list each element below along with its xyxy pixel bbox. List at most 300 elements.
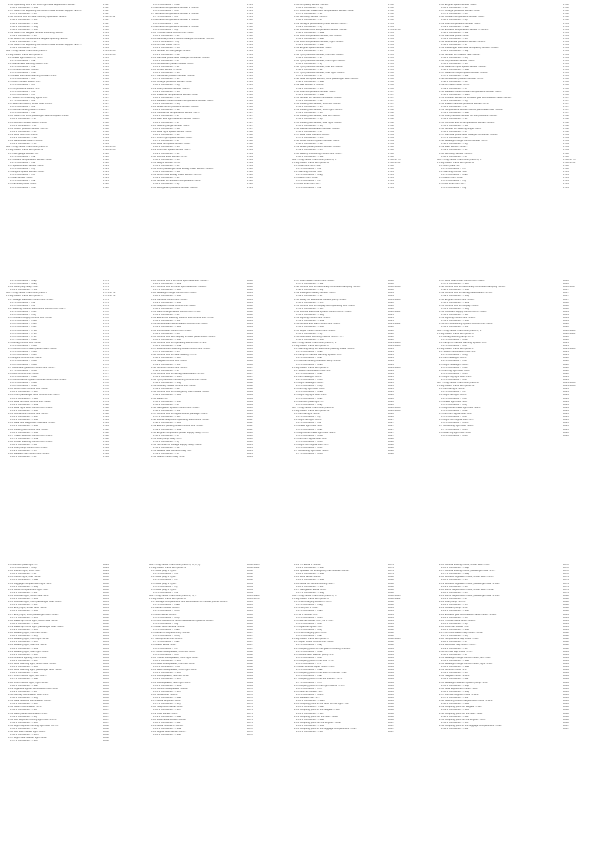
entry-page-number: 1755 (388, 62, 394, 65)
entry-title: 1.25.1 Connector - T6a (153, 127, 180, 130)
entry-title: 2.19.1 Connector - T6o (441, 585, 468, 588)
entry-title: 2.38.1 Connector - T4as (441, 703, 469, 706)
entry-page-number: 1780 (103, 403, 109, 406)
entry-page-number: 1809 (247, 400, 253, 403)
entry-title: 1.51 Control unit for display -J685- (439, 304, 479, 307)
entry-page-number: 1885 (388, 693, 394, 696)
entry-title: 1.28 Headlight range control unit -J431- (151, 292, 197, 295)
entry-title: 1.4 Brake fluid level warning contact -F34- (8, 75, 57, 78)
entry-title: 1.46.1 Connector - T16i (153, 409, 181, 412)
entry-page-number: 1777 (103, 372, 109, 375)
entry-page-number: 1736 (247, 93, 253, 96)
entry-page-number: 1752 (563, 16, 569, 19)
entry-title: 2.1.1 Connector - T4aj (296, 644, 322, 647)
entry-title: 1.3.1 Connector - T52a (10, 320, 37, 323)
entry-title: 1.34.1 Connector - T2ck (10, 721, 38, 724)
entry-page-number: 1867 (247, 635, 253, 638)
entry-page-number: 1871 (247, 718, 253, 721)
index-entry (292, 453, 442, 456)
entry-title: 1.48.1 Connector - T16k (441, 289, 469, 292)
entry-title: 2.14.1 Connector - T10e (296, 724, 325, 727)
entry-title: 1.50 Fuel temperature sender -G81- (294, 90, 336, 93)
entry-title: 1.44 Control unit for emergency call module -J949- (151, 391, 210, 394)
entry-page-number: 1759 (563, 143, 569, 146)
entry-title: 2.31.1 Connector - T3ad (441, 659, 470, 662)
entry-title: 1.55.1 Connector - T3q (296, 124, 323, 127)
entry-page-number: 1752 (563, 13, 569, 16)
entry-page-number: 1887 (388, 731, 394, 734)
entry-title: 1.5.2 Connector - T32b (10, 354, 37, 357)
entry-page-number: 1883 (388, 663, 394, 665)
entry-title: 1.59 Brake pedal position sender -G100- (294, 146, 341, 149)
entry-title: 1.12.1 Connector - T2bq (10, 585, 39, 588)
entry-page-number: 1883 (563, 653, 569, 656)
entry-page-number: 1867 (247, 632, 253, 635)
entry-page-number: 1718 (103, 115, 109, 118)
entry-page-number: 1808 (247, 379, 253, 381)
entry-page-number: 1867 (247, 641, 253, 644)
entry-page-number: 1772 (103, 307, 109, 310)
entry-page-number: 1733 (247, 41, 253, 44)
entry-title: 1.3.1 Connector - T3r (296, 180, 321, 183)
entry-title: 1.3 Alarm horn -H12- (439, 177, 464, 180)
entry-page-number: 1806 (247, 363, 253, 366)
entry-title: 1.36 Left side marker light -M45- (8, 731, 46, 734)
entry-page-number: 1820 (388, 301, 394, 304)
entry-title: 2.1.1 Connector - T2bg (441, 354, 468, 357)
entry-title: 1.2 Lamp for hazard warning system -K6- (294, 354, 342, 357)
entry-title: 1.31.1 Connector - T2ch (10, 703, 38, 706)
entry-title: 1.4.1 Connector - T2bk (441, 409, 468, 412)
entry-title: 1.47 Gearbox output speed sender -G195- (439, 72, 488, 75)
entry-page-number: 1854 (103, 653, 109, 656)
entry-page-number: 1872 (247, 724, 253, 727)
entry-page-number: 1754 (388, 34, 394, 37)
entry-title: 1.4.1 Connector - T1e (296, 186, 322, 189)
entry-page-number: 1826 (388, 413, 394, 416)
entry-title: 1.8 Seat belt switch, driver side -F145- (8, 103, 53, 105)
entry-title: 2.29.1 Connector - T6s (441, 647, 468, 650)
entry-title: 1.33 Access/start authorisation control unit -J518- (151, 323, 208, 326)
entry-page-number: 1803 (247, 326, 253, 329)
entry-title: 1.23.1 Connector - T2r (153, 115, 180, 118)
entry-page-number: 1884 (563, 684, 569, 687)
entry-title: 1.5.1 Connector - T3a (10, 180, 36, 183)
entry-title: 1.55 Oil level and oil temperature sender -G266- (439, 121, 495, 124)
entry-page-number: 1732 (247, 22, 253, 25)
entry-title: 2.27 Air recirculation flap motor -V113- (439, 632, 484, 635)
entry-page-number: 1774 (103, 335, 109, 338)
entry-title: 1.27.1 Connector - T2t (153, 140, 179, 143)
entry-title: 1.5 Cigarette lighter -U1- (294, 625, 323, 628)
entry-page-number: 1739 (247, 164, 253, 167)
entry-title: 1.4 High-level brake light bulb -M25- (439, 406, 481, 409)
entry-title: 1.37.1 Connector - T2z (296, 13, 323, 16)
entry-title: 1.34.1 Connector - T2y (153, 183, 180, 186)
entry-page-number: 1881 (388, 607, 394, 610)
entry-title: 1.35 Right daytime running light bulb -L175- (8, 724, 59, 727)
entry-page-number: 1859 (247, 591, 253, 594)
entry-title: 1.16.1 Connector - T16e (10, 431, 39, 434)
entry-title: 1.54.1 Connector - T3v (441, 118, 468, 121)
index-column (149, 4, 299, 190)
entry-title: 1.9.1 Connector - T2p (153, 28, 179, 31)
entry-page-number: 1816-1817 (563, 286, 576, 289)
entry-title: 1.49.1 Connector - T3z (296, 295, 323, 298)
entry-page-number: 1882 (388, 644, 394, 647)
entry-page-number: 1757 (388, 106, 394, 109)
entry-title: 1.1 Left tail light -MX3- (439, 388, 465, 391)
entry-title: 1.27.1 Connector - T3ab (10, 678, 39, 681)
entry-title: 2.18.1 Connector - T6n (441, 579, 468, 582)
entry-page-number: 1823 (563, 379, 569, 381)
entry-page-number: 1714 (103, 47, 109, 50)
entry-page-number: 1811 (247, 425, 253, 428)
entry-title: 1.7 Switch for reversing lights -F4- (8, 96, 48, 99)
entry-page-number: 1713 (103, 34, 109, 37)
entry-title: 2.2 Coupling point for the gate of cooling -F2636- (294, 647, 351, 650)
entry-page-number: 1882 (388, 628, 394, 631)
entry-title: 1.43.1 Connector - T3h (296, 50, 323, 53)
entry-page-number: 1778 (103, 388, 109, 391)
entry-page-number: 1720 (103, 155, 109, 158)
entry-title: 2.33.1 Connector - T6u (441, 672, 468, 675)
entry-page-number: 1852 (103, 622, 109, 625)
entry-title: 1.43 Passenger side seat occupancy sensor -G128- (439, 47, 499, 50)
entry-page-number: 1879 (388, 570, 394, 573)
entry-title: 2.6 Coupling point in the door on the left -T4k- (294, 672, 347, 675)
entry-page-number: 1820 (563, 338, 569, 341)
entry-page-number: 1737 (247, 112, 253, 115)
entry-title: 2.2.1 Connector - T10r (441, 360, 468, 363)
entry-title: 1.2.1 Connector - T6m (441, 397, 467, 400)
entry-page-number: 1859 (247, 582, 253, 585)
entry-page-number: 1813 (247, 447, 253, 450)
entry-title: 1.39.1 Connector - T3u (10, 34, 37, 37)
entry-page-number: 1867 (247, 638, 253, 641)
entry-title: 1.36.1 Connector - T3g (296, 7, 323, 10)
entry-title: 1.45.1 Connector - T3u (441, 62, 468, 65)
entry-page-number: 1761 (563, 174, 569, 177)
entry-title: 1.4 Airbag control unit -J234- (8, 341, 42, 344)
entry-title: 1.53.1 Connector - T26b (441, 320, 470, 323)
entry-page-number: 1880 (388, 591, 394, 594)
entry-page-number: 1819-1820 (388, 298, 401, 301)
entry-title: 2.7 Coupling point in the left interior -T17l- (294, 678, 343, 681)
entry-title: 1.49.1 Connector - T10q (441, 295, 470, 298)
entry-page-number: 1761 (388, 171, 394, 174)
entry-page-number: 1775 (103, 351, 109, 354)
entry-title: 1.9 Central locking switch -F220- (8, 109, 46, 112)
entry-title: 1.54 Access and start control unit -J965- (294, 323, 341, 326)
entry-page-number: 1884 (563, 672, 569, 675)
entry-title: 1.5.1 Connector - T2c (10, 84, 36, 87)
entry-title: 1.18 Make-up mirror light, driver side -W14- (8, 619, 59, 622)
entry-title: 1.26 Aerial for central locking -R47- (294, 582, 335, 585)
entry-title: 1.3.3 Connector - T52c (10, 326, 37, 329)
entry-page-number: 1870 (247, 687, 253, 690)
entry-page-number: 1822 (563, 360, 569, 363)
entry-title: 2.20 Mirror adjustment motor, driver side -V149- (439, 588, 495, 591)
entry-page-number: 1753 (563, 25, 569, 28)
index-entry (6, 456, 156, 459)
entry-title: 1.25 Door warning light, driver door -W30- (8, 663, 57, 665)
entry-title: 1.2.1 Connector - T2bf (441, 344, 467, 347)
entry-page-number: 1722 (103, 183, 109, 186)
entry-title: 1.32.1 Connector - T2ci (10, 709, 38, 712)
entry-title: 1.13.1 Connector - T8a (10, 137, 37, 140)
entry-title: 1.1.1 Connector - T6j (296, 416, 321, 419)
entry-title: 1.6.1 Connector - T2bc (296, 447, 323, 450)
entry-page-number: 1855 (103, 684, 109, 687)
entry-title: 1.17.1 Connector - T2cy (153, 703, 181, 706)
entry-page-number: 1801 (247, 292, 253, 295)
entry-page-number: 1732 (247, 31, 253, 34)
entry-title: 1.15 Centre loudspeaker -R208- (151, 687, 189, 690)
entry-title: 1.12.1 Connector - T5d (153, 47, 180, 50)
entry-page-number: 1739 (247, 158, 253, 161)
entry-title: 1.42 Differential pressure sender -G505- (439, 41, 486, 44)
entry-page-number: 1761 (563, 177, 569, 180)
entry-page-number: 1771 (103, 283, 109, 286)
entry-page-number: 1857 (103, 712, 109, 715)
entry-title: 1.14.1 Connector - T4f (153, 59, 179, 62)
entry-page-number: 1752 (388, 4, 394, 6)
entry-page-number: 1711 (103, 13, 109, 16)
entry-title: 1.41 Control unit for airbag deactivation -J706- (151, 372, 205, 375)
entry-title: 1.47 Control unit for digital sound package -J525- (151, 413, 208, 416)
entry-title: 1.48 Control unit for electrically controlled damping -J250- (439, 286, 506, 289)
entry-page-number: 1827 (388, 422, 394, 425)
entry-page-number: 1868 (247, 656, 253, 659)
entry-title: 1.52.1 Connector - T4r (441, 106, 468, 109)
entry-title: 1.32.1 Connector - T10l (153, 320, 181, 323)
entry-title: 1.14 Loudspeaker, rear right -R15- (151, 681, 191, 684)
entry-title: 1.58 Level control system sender -G84- (294, 140, 340, 143)
entry-title: 807 - Plug views: Parts with prefix M (437, 382, 479, 385)
entry-title: 2.33 Sunroof motor -V1- (439, 669, 467, 672)
entry-page-number: 1752 (388, 16, 394, 19)
entry-title: 1.24 Ambient lighting, front -L184- (8, 656, 47, 659)
entry-page-number: 1857 (103, 709, 109, 712)
entry-page-number: 1826 (388, 400, 394, 403)
entry-page-number: 1803 (247, 317, 253, 320)
entry-page-number: 1850 (103, 591, 109, 594)
entry-title: 1.41 Vent temperature sender, left -G385- (294, 34, 342, 37)
entry-title: 1.7.1 Connector - T2bd (296, 453, 323, 456)
entry-title: 1.47.1 Connector - T2al (441, 75, 469, 78)
index-column (292, 564, 442, 734)
entry-page-number: 1771 (103, 286, 109, 289)
entry-page-number: 1884 (563, 681, 569, 684)
entry-title: 1 Plug views: Parts with prefix G (6, 149, 44, 152)
entry-page-number: 1718 (103, 127, 109, 130)
entry-page-number: 1865 (247, 607, 253, 610)
entry-title: 1.8.1 Connector - T1l (153, 647, 178, 650)
entry-title: 1.53 Lighting control unit -J585- (439, 317, 476, 320)
entry-title: 1.48 Mobile telephone operating electronics -J412- (151, 419, 210, 422)
entry-title: 1.13.1 Connector - T2cv (153, 678, 181, 681)
entry-page-number: 1828 (388, 437, 394, 440)
entry-title: 1.3.1 Connector - T2bj (441, 403, 467, 406)
entry-page-number: 1755 (388, 68, 394, 71)
entry-page-number: 1880 (563, 610, 569, 613)
entry-page-number: 1758 (563, 130, 569, 133)
entry-page-number: 1757 (388, 96, 394, 99)
entry-title: 1.21.1 Connector - T2bz (10, 641, 38, 644)
entry-title: 1.13 Loudspeaker, rear left -R14- (151, 675, 190, 678)
entry-page-number: 1759 (563, 146, 569, 149)
entry-page-number: 1816 (563, 283, 569, 286)
entry-page-number: 1882 (563, 647, 569, 650)
entry-title: 1.3.1 Connector - T3w (10, 72, 36, 75)
entry-title: 1.11 Lambda probe 1 before catalytic converter -GX10- (151, 38, 215, 41)
entry-page-number: 1886 (563, 718, 569, 721)
entry-title: 1.25.1 Connector - T2de (296, 579, 325, 582)
entry-page-number: 1822 (388, 326, 394, 329)
entry-title: 1.6.2 Connector - T1c (10, 93, 36, 96)
entry-page-number: 1732 (247, 28, 253, 31)
entry-title: 1.50.1 Connector - T5m (296, 301, 324, 304)
index-entry (149, 734, 299, 737)
entry-page-number: 1757 (388, 99, 394, 102)
entry-page-number: 1761 (563, 183, 569, 186)
entry-title: 1.55.1 Connector - T3w (441, 124, 469, 127)
entry-page-number: 1812 (247, 440, 253, 443)
entry-title: 1.41.1 Connector - T10m (153, 375, 182, 378)
entry-page-number: 1720 (103, 158, 109, 161)
entry-title: 810 - Plug views: Parts with prefix U, V (292, 594, 337, 597)
entry-page-number: 1854 (103, 659, 109, 662)
entry-title: 1.52.1 Connector - T5k (153, 447, 180, 450)
entry-title: 2.4 Left fog light bulb -L22- (439, 369, 470, 372)
entry-page-number: 1851 (103, 607, 109, 610)
entry-title: 2.4 Coupling point in the roof -T7n- (294, 659, 335, 662)
entry-page-number: 1779 (103, 391, 109, 394)
entry-page-number: 1883 (388, 647, 394, 650)
index-column (292, 4, 442, 190)
entry-page-number: 1782 (103, 431, 109, 434)
entry-title: 1.25 Steering angle sender -G85- (151, 124, 190, 127)
entry-title: 1.20.1 Connector - T2by (10, 635, 38, 638)
index-entry (6, 187, 156, 190)
entry-title: 1.10.1 Connector - T32c (10, 391, 38, 394)
entry-page-number: 1824-1826 (388, 366, 401, 369)
entry-title: 1.45.1 Connector - T16h (153, 400, 182, 403)
entry-page-number: 1753-1754 (388, 28, 401, 31)
index-column (292, 280, 442, 456)
entry-title: 1.39 Fuel temperature sender -G81- (439, 22, 481, 25)
entry-page-number: 1824 (563, 403, 569, 406)
entry-title: 1.14.1 Connector - T2cw (153, 684, 182, 687)
entry-page-number: 1738 (247, 143, 253, 146)
entry-page-number: 1735 (247, 84, 253, 87)
entry-title: 802 - Plug views: Parts with prefix F (6, 50, 48, 53)
entry-page-number: 1757 (388, 90, 394, 93)
entry-page-number: 1822 (388, 335, 394, 338)
entry-page-number: 1721 (103, 167, 109, 170)
entry-page-number: 1760 (388, 149, 394, 152)
entry-page-number: 1869 (247, 672, 253, 675)
entry-title: 1.8 Rear fog light bulb -L46- (439, 431, 472, 434)
entry-page-number: 1820-1823 (563, 329, 576, 332)
entry-page-number: 1807 (247, 366, 253, 369)
entry-title: 1.21 Radiator outlet coolant temperature sender -G83- (151, 99, 214, 102)
entry-page-number: 1754 (388, 44, 394, 47)
entry-page-number: 1858 (247, 573, 253, 576)
entry-page-number: 1814 (247, 456, 253, 459)
entry-page-number: 1755 (563, 59, 569, 62)
entry-title: 1 Plug views: Parts with prefix J (6, 295, 43, 298)
entry-title: 1.36.1 Connector - T54a (153, 344, 182, 347)
entry-page-number: 1822 (563, 372, 569, 375)
entry-page-number: 1871 (247, 715, 253, 718)
entry-title: 1.9 Treble loudspeaker, front left -R20- (151, 650, 196, 653)
entry-page-number: 1883 (563, 666, 569, 669)
entry-page-number: 1782 (103, 434, 109, 437)
entry-page-number: 1717 (103, 103, 109, 105)
entry-title: 1.38.1 Connector - T10f (10, 19, 38, 22)
entry-title: 1.56.1 Connector - T6f (441, 130, 467, 133)
entry-page-number: 1736 (247, 103, 253, 105)
entry-title: 1.39.1 Connector - T2ah (441, 25, 470, 28)
entry-title: 1.4 Interval socket -U5-, 12 V -U1- (294, 619, 334, 622)
entry-page-number: 1856 (103, 697, 109, 700)
entry-page-number: 1739 (247, 161, 253, 164)
entry-page-number: 1712 (103, 28, 109, 31)
entry-page-number: 1823-1850 (563, 382, 576, 385)
entry-page-number: 1758 (563, 127, 569, 130)
entry-title: 805 - Plug views: Parts with prefix H, J (437, 158, 482, 161)
entry-page-number: 1821-1823 (563, 348, 576, 351)
entry-title: 1.57.1 Connector - T4m (296, 137, 324, 140)
entry-page-number: 1734 (247, 65, 253, 68)
entry-title: 1.12 Clutch position sender -G476- (8, 127, 49, 130)
entry-page-number: 1808 (247, 385, 253, 388)
entry-title: 1.14.1 Connector - T10i (10, 289, 38, 292)
entry-title: 1.52.1 Connector - T32g (296, 314, 325, 317)
entry-page-number: 1801 (247, 295, 253, 298)
entry-page-number: 1820 (388, 307, 394, 310)
entry-page-number: 1882 (563, 641, 569, 644)
entry-page-number: 1825 (388, 388, 394, 391)
entry-page-number: 1866 (247, 628, 253, 631)
entry-page-number: 1820 (563, 335, 569, 338)
entry-title: 1.35 Control unit with display in dash panel insert -J285- (151, 335, 216, 338)
entry-title: 1 Plug views: Parts with prefix M (437, 385, 475, 388)
entry-title: 1.1 Warning lamp for electronic parking brake -K214- (294, 348, 355, 351)
entry-page-number: 1886 (563, 709, 569, 712)
entry-page-number: 1884 (563, 669, 569, 672)
entry-title: 1.31 Gear selector illumination -L101- (8, 700, 52, 703)
entry-title: 1.1.1 Connector - T1h (153, 573, 179, 576)
entry-page-number: 1752 (388, 7, 394, 10)
entry-title: 1.1 Storage compartment unit illumination for mobile phone -R265- (151, 601, 228, 604)
entry-title: 1.56.1 Connector - T10n (296, 338, 325, 341)
entry-title: 1.1.1 Connector - T4aa (153, 604, 180, 607)
entry-title: 1.14 Glow plug relay -J52- (8, 286, 39, 289)
entry-page-number: 1821 (388, 320, 394, 323)
entry-title: 2.41 Coupling point on the engine -T10f- (439, 718, 486, 721)
entry-title: 1.3.5 Connector - T73b (10, 332, 37, 335)
entry-page-number: 1885 (388, 697, 394, 700)
entry-page-number: 1812 (247, 434, 253, 437)
entry-title: 2.23.1 Connector - T2dn (441, 610, 470, 613)
entry-title: 1.16.1 Connector - T4ad (153, 697, 182, 700)
entry-title: 1.6.1 Connector - T2bm (441, 422, 469, 425)
entry-page-number: 1818 (388, 289, 394, 292)
entry-title: 1.12 Luggage compartment light -W3- (8, 582, 52, 585)
